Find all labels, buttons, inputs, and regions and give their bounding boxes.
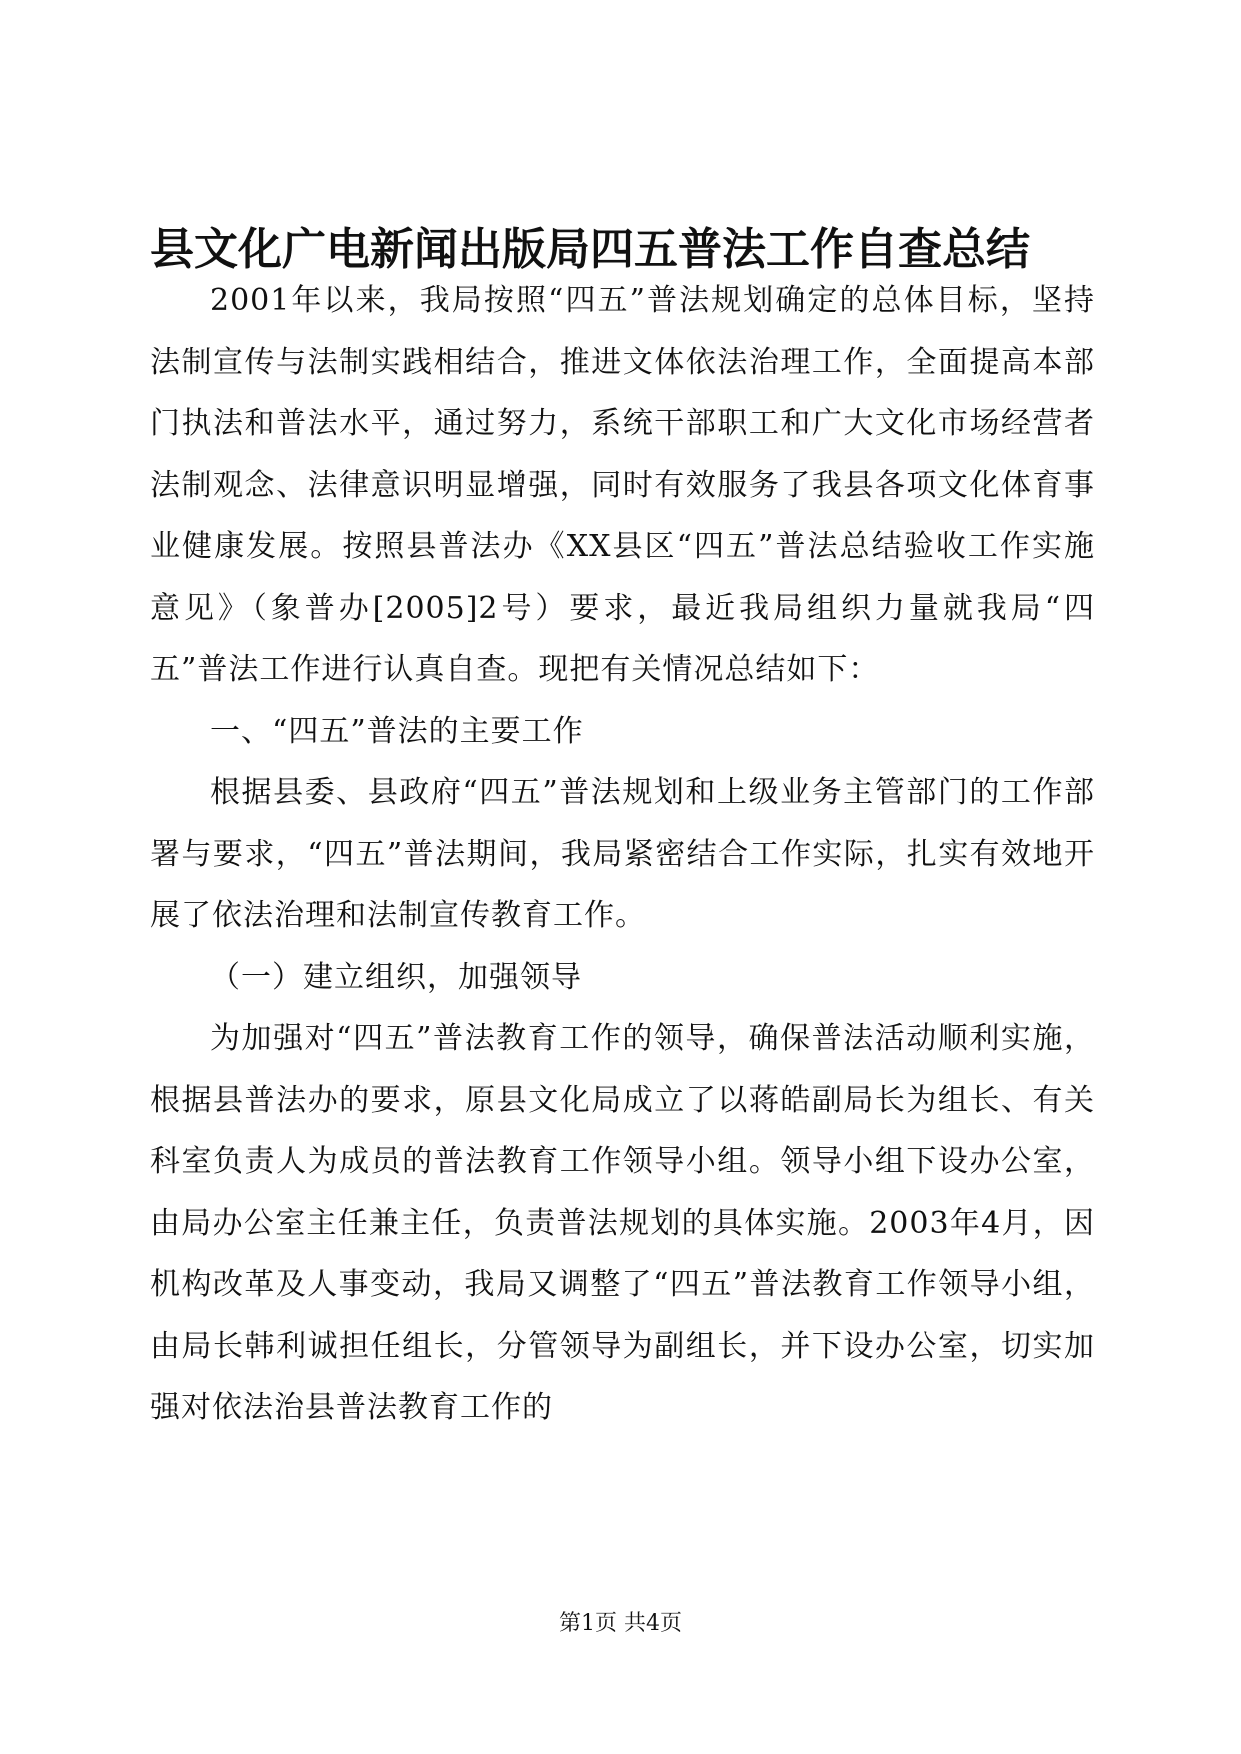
subsection-heading: （一）建立组织，加强领导 bbox=[210, 959, 582, 995]
paragraph-intro: 2001年以来，我局按照“四五”普法规划确定的总体目标，坚持法制宣传与法制实践相结合，推进文体依法治理工作，全面提高本部门执法和普法水平，通过努力，系统干部职工和广大文化市场经营者法制观念、法律意识明显增强，同时有效服务了我县各项文化体育事业健康发展。按照县普法办《XX县区“四五”普法总结验收工作实施意见》（象普办[2005]2号）要求，最近我局组织力量就我局“四五”普法工作进行认真自查。现把有关情况总结如下： bbox=[150, 283, 1095, 687]
document-body bbox=[150, 270, 1095, 1439]
document-title: 县文化广电新闻出版局四五普法工作自查总结 bbox=[150, 224, 1030, 275]
paragraph-organization: 为加强对“四五”普法教育工作的领导，确保普法活动顺利实施，根据县普法办的要求，原县文化局成立了以蒋皓副局长为组长、有关科室负责人为成员的普法教育工作领导小组。领导小组下设办公室，由局办公室主任兼主任，负责普法规划的具体实施。2003年4月，因机构改革及人事变动，我局又调整了“四五”普法教育工作领导小组，由局长韩利诚担任组长，分管领导为副组长，并下设办公室，切实加强对依法治县普法教育工作的 bbox=[150, 1021, 1095, 1425]
paragraph-section-intro: 根据县委、县政府“四五”普法规划和上级业务主管部门的工作部署与要求，“四五”普法期间，我局紧密结合工作实际，扎实有效地开展了依法治理和法制宣传教育工作。 bbox=[150, 775, 1095, 933]
page-footer: 第1页 共4页 bbox=[559, 1611, 682, 1636]
section-heading: 一、“四五”普法的主要工作 bbox=[210, 713, 584, 749]
